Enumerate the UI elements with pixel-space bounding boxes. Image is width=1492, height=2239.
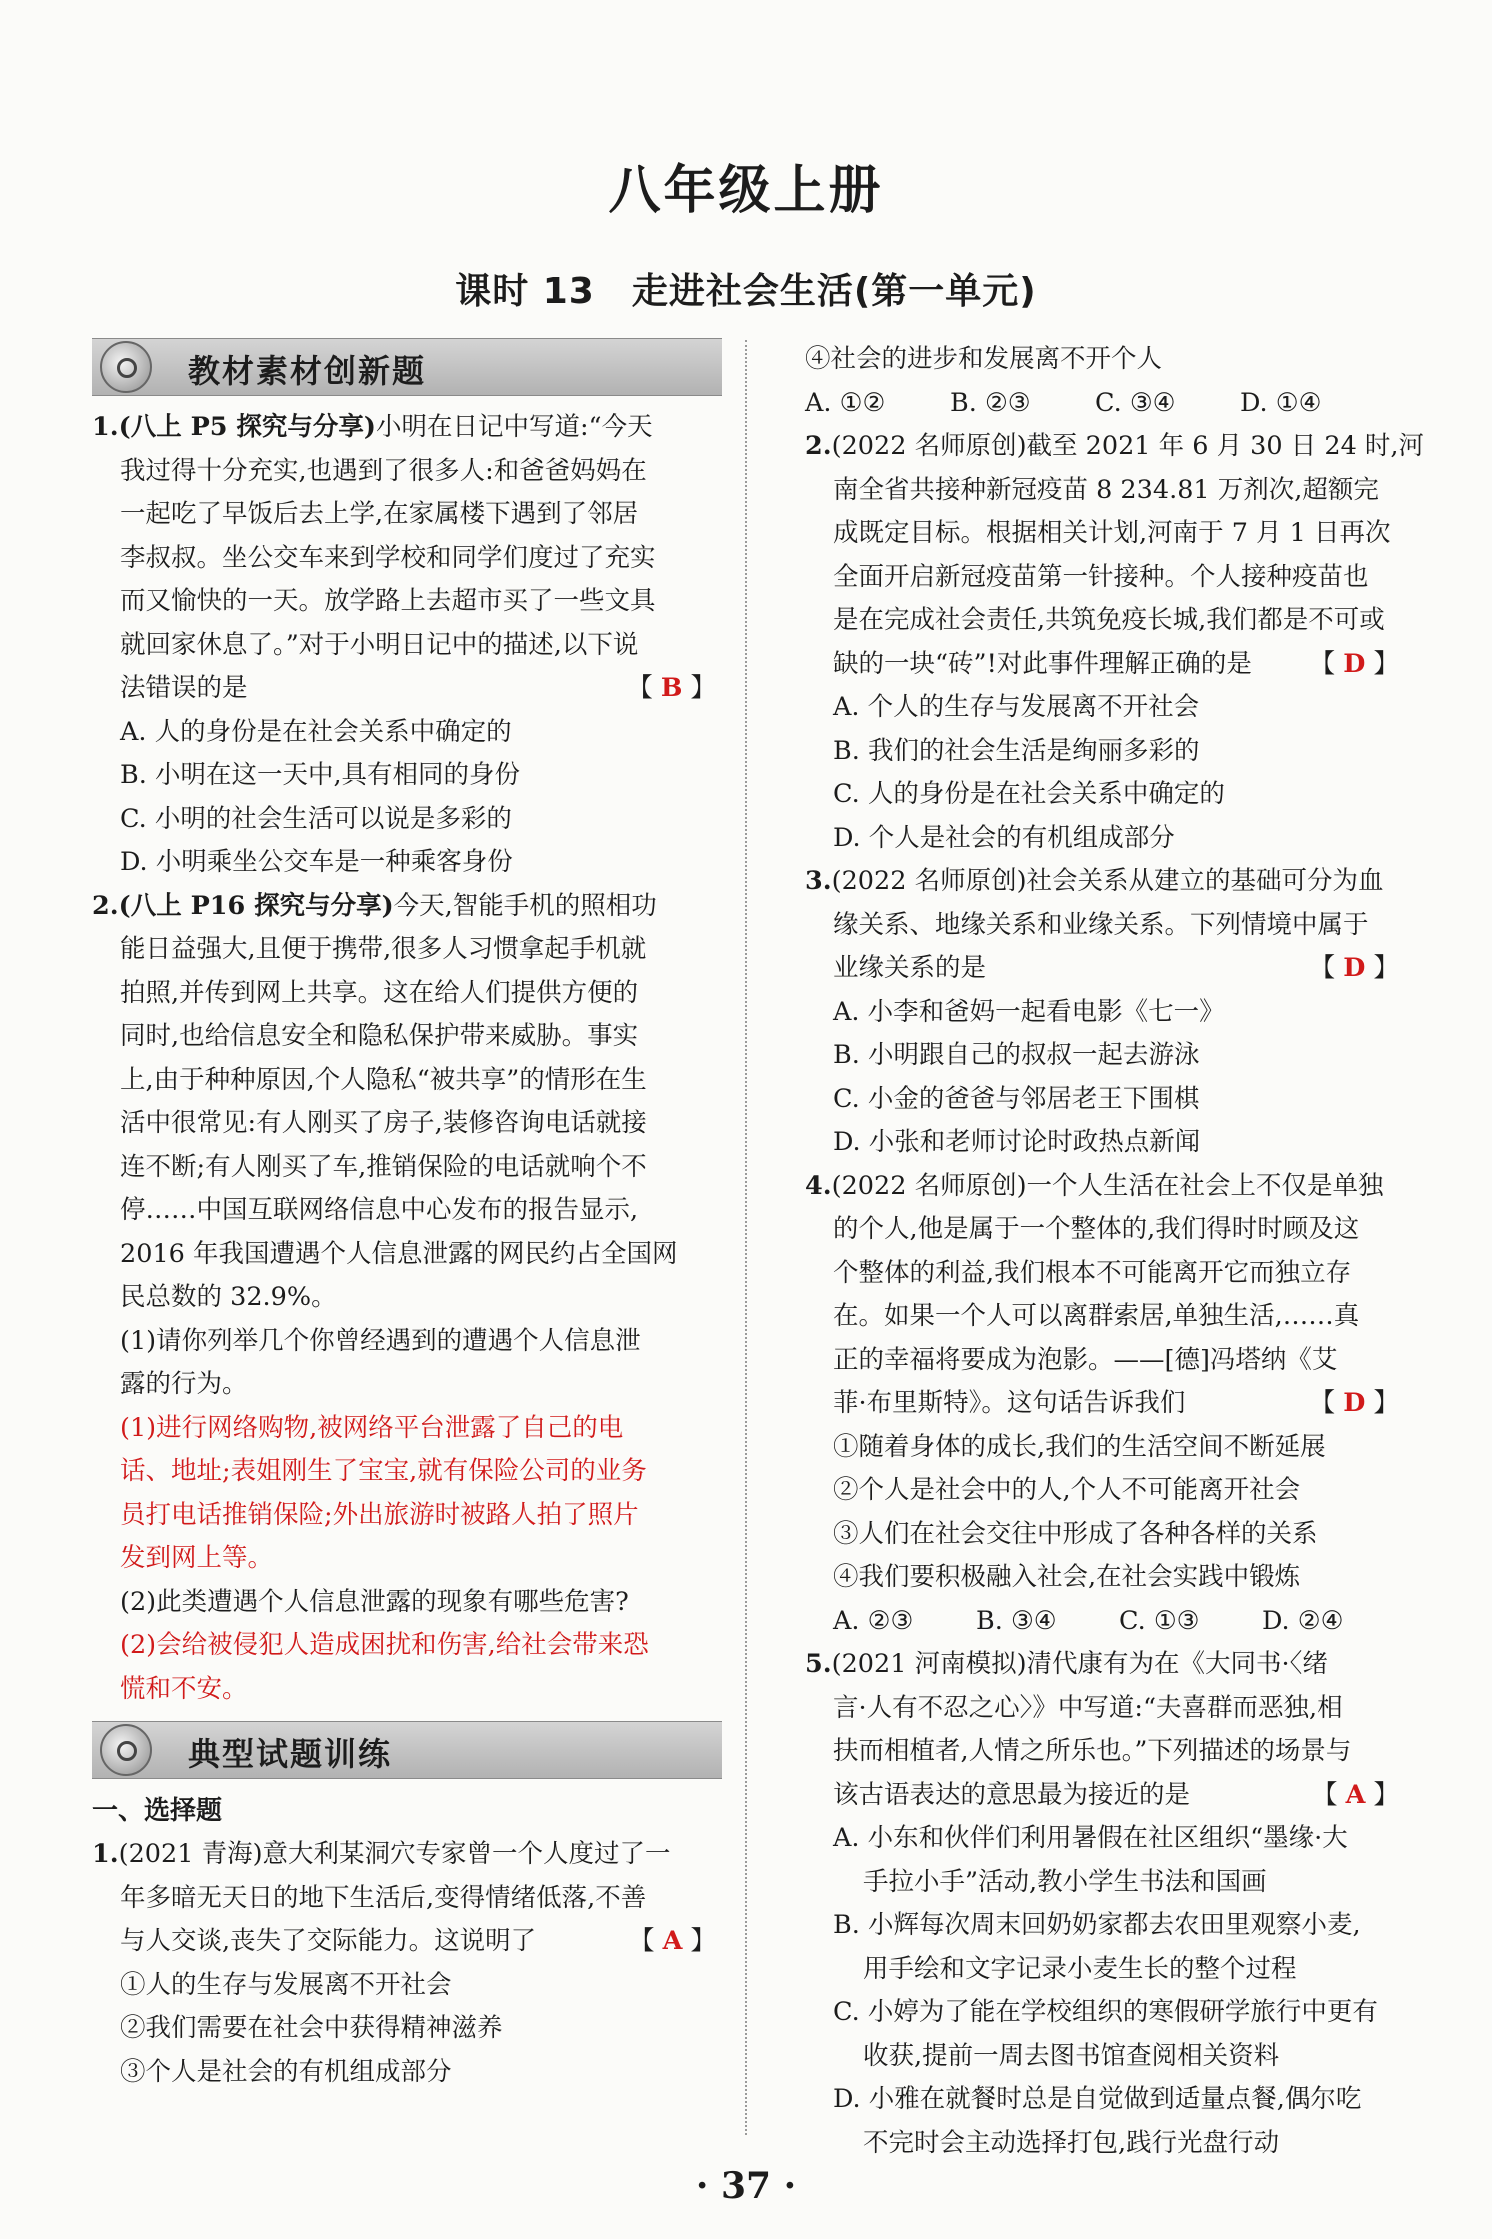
answer-bracket: 【 A 】 xyxy=(1311,1779,1399,1810)
choice-heading: 一、选择题 xyxy=(92,1796,223,1826)
option: A. 人的身份是在社会关系中确定的 xyxy=(120,716,512,747)
answer-bracket: 【 D 】 xyxy=(1309,648,1399,679)
section-title: 教材素材创新题 xyxy=(188,352,427,390)
section-banner-textbook xyxy=(92,338,722,396)
section-banner-training xyxy=(92,1721,722,1779)
lesson-title: 课时 13 走进社会生活(第一单元) xyxy=(455,271,1037,312)
answer-text: (2)会给被侵犯人造成困扰和伤害,给社会带来恐 xyxy=(120,1630,649,1660)
option: D. 小明乘坐公交车是一种乘客身份 xyxy=(120,847,513,877)
answer-text: (1)进行网络购物,被网络平台泄露了自己的电 xyxy=(120,1412,624,1443)
question-2: 2.(八上 P16 探究与分享)今天,智能手机的照相功 能日益强大,且便于携带,很多人习惯拿起手机就 拍照,并传到网上共享。这在给人们提供方便的 同时,也给信息安全和隐私保护带来威胁。事实 上,由于种种原因,个人隐私“被共享”的情形在生 活中很常见:有人刚买了房子,装修咨询电话就接 连不断;有人刚买了车,推销保险的电话就响个不 停……中国互联网络信息中心发布的报告显示, 2016 年我国遭遇个人信息泄露的网民约占全国网 民总数的 32.9%。 (1)请你列举几个你曾经遇到的遭遇个人信息泄 露的行为。 (1)进行网络购物,被网络平台泄露了自己的电 话、地址;表姐刚生了宝宝,就有保险公司的业务 员打电话推销保险;外出旅游时被路人拍了照片 发到网上等。 (2)此类遭遇个人信息泄露的现象有哪些危害? (2)会给被侵犯人造成困扰和伤害,给社会带来恐 慌和不安。 xyxy=(92,885,722,1712)
option-row: A. ①② B. ②③ C. ③④ D. ①④ xyxy=(805,387,1322,418)
page-title: 八年级上册 xyxy=(608,161,884,221)
column-divider xyxy=(745,340,747,2135)
question-3: 1.(2021 青海)意大利某洞穴专家曾一个人度过了一 年多暗无天日的地下生活后,变得情绪低落,不善 与人交谈,丧失了交际能力。这说明了 【 A 】 ①人的生存与发展离不开社会 ②我们需要在社会中获得精神滋养 ③个人是社会的有机组成部分 xyxy=(92,1833,722,2094)
answer-bracket: 【 D 】 xyxy=(1309,953,1399,983)
question-r5: 5.(2021 河南模拟)清代康有为在《大同书·〈绪 言·人有不忍之心〉》中写道:“夫喜群而恶独,相 扶而相植者,人情之所乐也。”下列描述的场景与 该古语表达的意思最为接近的是 【 A 】 A. 小东和伙伴们利用暑假在社区组织“墨缘·大 手拉小手”活动,教小学生书法和国画 B. 小辉每次周末回奶奶家都去农田里观察小麦, 用手绘和文字记录小麦生长的整个过程 C. 小婷为了能在学校组织的寒假研学旅行中更有 收获,提前一周去图书馆查阅相关资料 D. 小雅在就餐时总是自觉做到适量点餐,偶尔吃 不完时会主动选择打包,践行光盘行动 xyxy=(805,1643,1405,2165)
option: B. 小明在这一天中,具有相同的身份 xyxy=(120,760,521,790)
left-column xyxy=(92,338,722,2094)
answer: D xyxy=(1343,953,1366,983)
section-title: 典型试题训练 xyxy=(188,1735,393,1773)
question-r4: 4.(2022 名师原创)一个人生活在社会上不仅是单独 的个人,他是属于一个整体的,我们得时时顾及这 个整体的利益,我们根本不可能离开它而独立存 在。如果一个人可以离群索居,单独生活,……真 正的幸福将要成为泡影。——[德]冯塔纳《艾 菲·布里斯特》。这句话告诉我们 【 D 】 ①随着身体的成长,我们的生活空间不断延展 ②个人是社会中的人,个人不可能离开社会 ③人们在社会交往中形成了各种各样的关系 ④我们要积极融入社会,在社会实践中锻炼 A. ②③ B. ③④ C. ①③ D. ②④ xyxy=(805,1165,1405,1644)
option-row: A. ②③ B. ③④ C. ①③ D. ②④ xyxy=(833,1605,1344,1636)
question-1: 1.(八上 P5 探究与分享)小明在日记中写道:“今天 我过得十分充实,也遇到了很多人:和爸爸妈妈在 一起吃了早饭后去上学,在家属楼下遇到了邻居 李叔叔。坐公交车来到学校和同学们度过了充实 而又愉快的一天。放学路上去超市买了一些文具 就回家休息了。”对于小明日记中的描述,以下说 法错误的是 【 B 】 A. 人的身份是在社会关系中确定的 B. 小明在这一天中,具有相同的身份 C. 小明的社会生活可以说是多彩的 D. 小明乘坐公交车是一种乘客身份 xyxy=(92,406,722,885)
page-number: · 37 · xyxy=(695,2165,797,2207)
right-column: ④社会的进步和发展离不开个人 A. ①② B. ②③ C. ③④ D. ①④ 2.(2022 名师原创)截至 2021 年 6 月 30 日 24 时,河 南全省共接种新冠疫苗 8 234.81 万剂次,超额完 成既定目标。根据相关计划,河南于 7 月 1 日再次 全面开启新冠疫苗第一针接种。个人接种疫苗也 是在完成社会责任,共筑免疫长城,我们都是不可或 缺的一块“砖”!对此事件理解正确的是 【 D 】 A. 个人的生存与发展离不开社会 B. 我们的社会生活是绚丽多彩的 C. 人的身份是在社会关系中确定的 D. 个人是社会的有机组成部分 3.(2022 名师原创)社会关系从建立的基础可分为血 缘关系、地缘关系和业缘关系。下列情境中属于 业缘关系的是 【 D 】 A. 小李和爸妈一起看电影《七一》 B. 小明跟自己的叔叔一起去游泳 C. 小金的爸爸与邻居老王下围棋 D. 小张和老师讨论时政热点新闻 4.(2022 名师原创)一个人生活在社会上不仅是单独 的个人,他是属于一个整体的,我们得时时顾及这 个整体的利益,我们根本不可能离开它而独立存 在。如果一个人可以离群索居,单独生活,……真 正的幸福将要成为泡影。——[德]冯塔纳《艾 菲·布里斯特》。这句话告诉我们 【 D 】 ①随着身体的成长,我们的生活空间不断延展 ②个人是社会中的人,个人不可能离开社会 ③人们在社会交往中形成了各种各样的关系 ④我们要积极融入社会,在社会实践中锻炼 A. ②③ B. ③④ C. ①③ D. ②④ 5.(2021 河南模拟)清代康有为在《大同书·〈绪 言·人有不忍之心〉》中写道:“夫喜群而恶独,相 扶而相植者,人情之所乐也。”下列描述的场景与 该古语表达的意思最为接近的是 【 A 】 A. 小东和伙伴们利用暑假在社区组织“墨缘·大 手拉小手”活动,教小学生书法和国画 B. 小辉每次周末回奶奶家都去农田里观察小麦, 用手绘和文字记录小麦生长的整个过程 C. 小婷为了能在学校组织的寒假研学旅行中更有 收获,提前一周去图书馆查阅相关资料 D. 小雅在就餐时总是自觉做到适量点餐,偶尔吃 不完时会主动选择打包,践行光盘行动 xyxy=(805,338,1405,2165)
answer-bracket: 【 D 】 xyxy=(1309,1388,1399,1418)
option: C. 小明的社会生活可以说是多彩的 xyxy=(120,803,512,834)
answer: A xyxy=(1345,1779,1366,1810)
answer-bracket: 【 B 】 xyxy=(627,673,716,703)
compass-icon xyxy=(100,1724,152,1776)
answer: B xyxy=(660,673,683,703)
question-r2: 2.(2022 名师原创)截至 2021 年 6 月 30 日 24 时,河 南全省共接种新冠疫苗 8 234.81 万剂次,超额完 成既定目标。根据相关计划,河南于 7 月 1 日再次 全面开启新冠疫苗第一针接种。个人接种疫苗也 是在完成社会责任,共筑免疫长城,我们都是不可或 缺的一块“砖”!对此事件理解正确的是 【 D 】 A. 个人的生存与发展离不开社会 B. 我们的社会生活是绚丽多彩的 C. 人的身份是在社会关系中确定的 D. 个人是社会的有机组成部分 xyxy=(805,431,1424,853)
answer: D xyxy=(1343,648,1366,679)
answer: A xyxy=(662,1926,683,1956)
compass-icon xyxy=(100,341,152,393)
answer-bracket: 【 A 】 xyxy=(628,1926,716,1956)
question-r3: 3.(2022 名师原创)社会关系从建立的基础可分为血 缘关系、地缘关系和业缘关系。下列情境中属于 业缘关系的是 【 D 】 A. 小李和爸妈一起看电影《七一》 B. 小明跟自己的叔叔一起去游泳 C. 小金的爸爸与邻居老王下围棋 D. 小张和老师讨论时政热点新闻 xyxy=(805,860,1405,1165)
answer: D xyxy=(1343,1388,1366,1418)
